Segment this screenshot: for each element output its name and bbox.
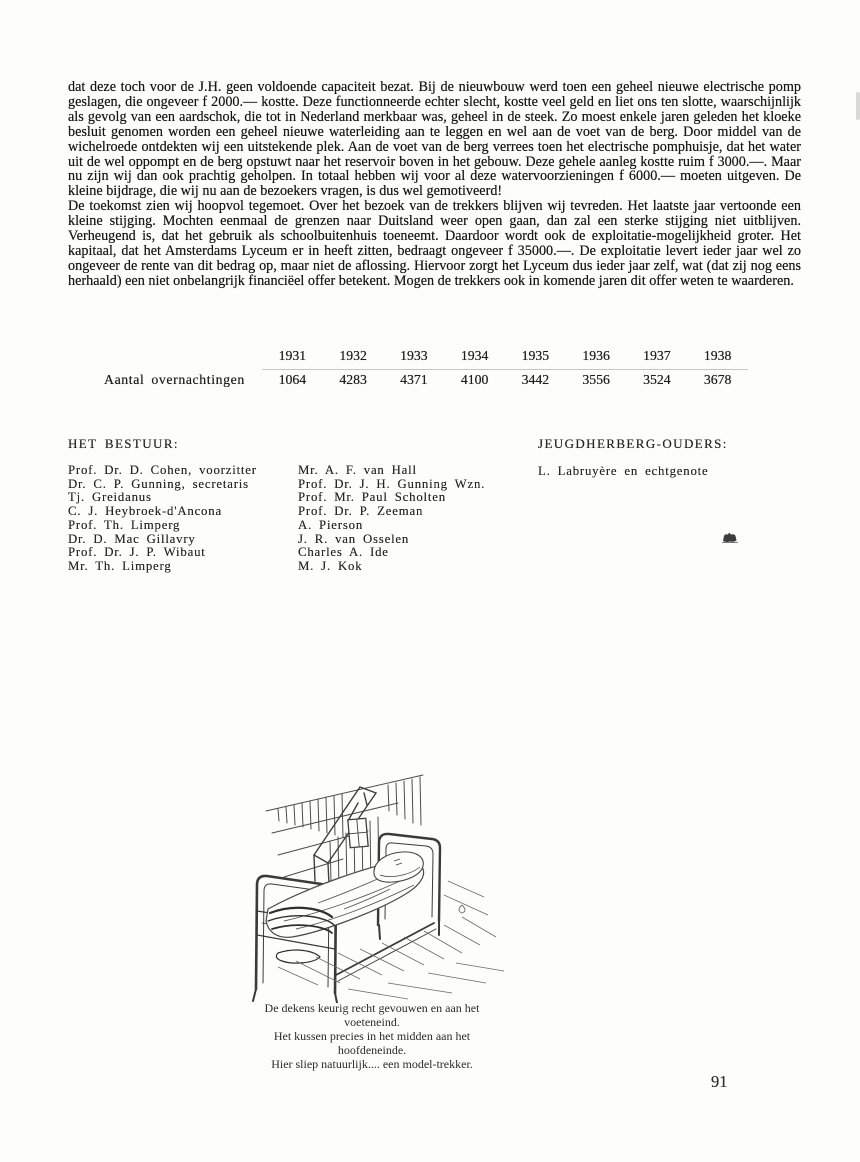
table-value-cell: 3556 (582, 372, 610, 387)
bestuur-member: Tj. Greidanus (68, 490, 152, 505)
jeugdherberg-heading: JEUGDHERBERG-OUDERS: (538, 436, 728, 451)
table-value-cell: 1064 (278, 372, 307, 387)
bestuur-member: A. Pierson (298, 517, 364, 532)
table-year-header: 1937 (643, 348, 671, 363)
bed-illustration (248, 763, 512, 1003)
paragraph: De toekomst zien wij hoopvol tegemoet. Over het bezoek van de trekkers blijven wij tevreden. Het laatste jaar vertoonde een kleine stijging. Mochten eenmaal de grenzen naar Duitsland weer open gaan, dan zal een sterke stijging niet uitblijven. Verheugend is, dat het gebruik als schoolbuitenhuis toeneemt. Daardoor wordt ook de exploitatie-mogelijkheid groter. Het kapitaal, dat het Amsterdams Lyceum er in heeft zitten, bedraagt ongeveer f 35000.—. De exploitatie levert ieder jaar wel zo ongeveer de rente van dit bedrag op, maar niet de aflossing. Hiervoor zorgt het Lyceum dus ieder jaar zelf, wat (dat zij nog eens herhaald) een niet onbelangrijk financiëel offer betekent. Mogen de trekkers ook in komende jaren dit offer weten te waarderen. (68, 198, 801, 289)
table-row-label: Aantal overnachtingen (104, 372, 245, 387)
table-value-cell: 4100 (460, 372, 489, 387)
table-values-row (262, 372, 748, 388)
table-years-row (262, 348, 748, 370)
table-year-header: 1936 (582, 348, 610, 363)
bestuur-member: Prof. Mr. Paul Scholten (298, 490, 446, 505)
bestuur-list-column1 (68, 464, 257, 574)
scan-edge-mark (856, 92, 860, 120)
table-year-header: 1934 (460, 348, 489, 363)
body-text (68, 80, 801, 289)
bestuur-member: Charles A. Ide (298, 545, 389, 560)
bestuur-member: Prof. Dr. J. P. Wibaut (68, 545, 206, 560)
bestuur-member: Prof. Dr. J. H. Gunning Wzn. (298, 476, 486, 491)
page-number: 91 (711, 1072, 728, 1091)
table-value-cell: 3442 (521, 372, 550, 387)
table-year-header: 1931 (278, 348, 307, 363)
bestuur-member: Prof. Dr. D. Cohen, voorzitter (68, 463, 257, 477)
caption-line: De dekens keurig recht gevouwen en aan het voeteneind. (264, 1001, 480, 1029)
table-year-header: 1938 (703, 348, 732, 363)
table-value-cell: 3524 (643, 372, 671, 387)
printers-mark-icon (720, 530, 740, 545)
paragraph: dat deze toch voor de J.H. geen voldoende capaciteit bezat. Bij de nieuwbouw werd toen een geheel nieuwe electrische pomp geslagen, die ongeveer f 2000.— kostte. Deze functionneerde echter slecht, kostte veel geld en liet ons ten slotte, waarschijnlijk als gevolg van een aardschok, die tot in Nederland merkbaar was, geheel in de steek. Zo moest enkele jaren geleden het kloeke besluit genomen worden een geheel nieuwe waterleiding aan te leggen en wel aan de voet van de berg. Door middel van de wichelroede ontdekten wij een uitstekende plek. Aan de voet van de berg verrees toen het electrische pomphuisje, dat het water uit de wel oppompt en de berg opstuwt naar het reservoir boven in het gebouw. Deze gehele aanleg kostte ruim f 3000.—. Maar nu zijn wij dan ook prachtig geholpen. In totaal hebben wij voor al deze watervoorzieningen f 6000.— moeten uitgeven. De kleine bijdrage, die wij nu aan de bezoekers vragen, is dus wel gemotiveerd! (68, 79, 801, 200)
bestuur-member: Prof. Dr. P. Zeeman (298, 504, 424, 519)
bestuur-member: Mr. A. F. van Hall (298, 463, 417, 477)
jeugdherberg-member: L. Labruyère en echtgenote (538, 464, 709, 478)
bestuur-heading: HET BESTUUR: (68, 436, 179, 451)
bestuur-member: C. J. Heybroek-d'Ancona (68, 504, 222, 519)
bestuur-member: M. J. Kok (298, 558, 363, 573)
table-value-cell: 4283 (339, 372, 367, 387)
bestuur-member: Dr. C. P. Gunning, secretaris (68, 476, 249, 491)
table-year-header: 1932 (339, 348, 367, 363)
caption-line: Het kussen precies in het midden aan het hoofdeneinde. (273, 1029, 471, 1057)
illustration-caption (248, 1001, 496, 1071)
bestuur-list-column2 (298, 464, 485, 574)
bestuur-member: Prof. Th. Limperg (68, 517, 181, 532)
bestuur-member: Mr. Th. Limperg (68, 558, 172, 573)
table-value-cell: 3678 (703, 372, 732, 387)
caption-line: Hier sliep natuurlijk.... een model-trekker. (271, 1057, 473, 1071)
table-value-cell: 4371 (400, 372, 428, 387)
table-year-header: 1935 (521, 348, 550, 363)
table-year-header: 1933 (400, 348, 428, 363)
bestuur-member: J. R. van Osselen (298, 531, 410, 546)
bestuur-member: Dr. D. Mac Gillavry (68, 531, 196, 546)
